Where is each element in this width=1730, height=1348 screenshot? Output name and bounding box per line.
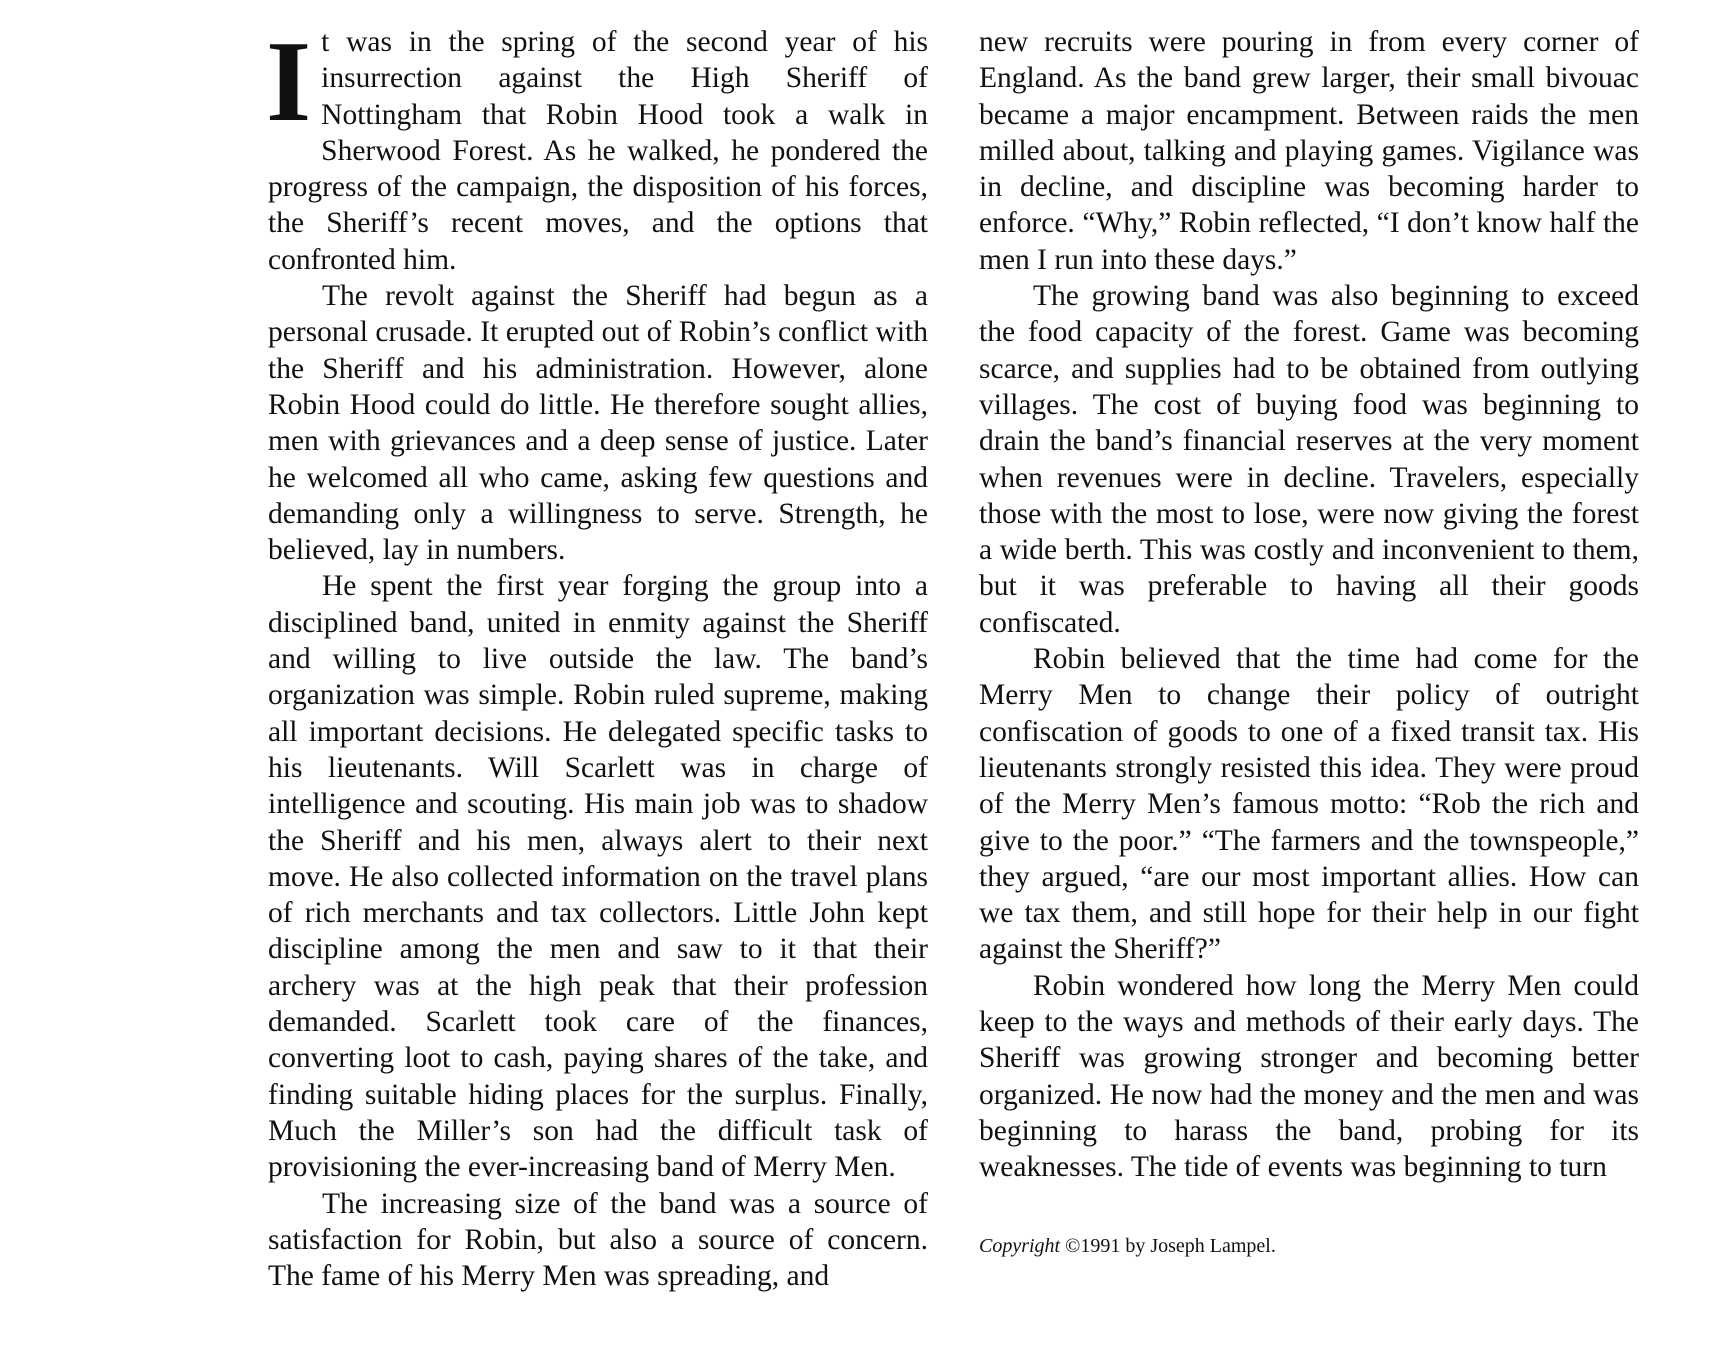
paragraph-4-continued: new recruits were pouring in from every corner of England. As the band grew larger, their small bivouac became a major encampment. Between raids the men milled about, talking and playing games. Vigilance was in decline, and discipline was becoming harder to enforce. “Why,” Robin reflected, “I don’t know half the men I run into these days.”: [979, 26, 1639, 276]
paragraph-4: The increasing size of the band was a source of satisfaction for Robin, but also a source of concern. The fame of his Merry Men was spreading, and: [268, 1187, 928, 1293]
paragraph-2: The revolt against the Sheriff had begun as a personal crusade. It erupted out of Robin’s conflict with the Sheriff and his administration. However, alone Robin Hood could do little. He therefore sought allies, men with grievances and a deep sense of justice. Later he welcomed all who came, asking few questions and demanding only a willingness to serve. Strength, he believed, lay in numbers.: [268, 280, 928, 567]
paragraph-1-text: t was in the spring of the second year of his insurrection against the High Sheriff of Nottingham that Robin Hood took a walk in Sherwood Forest. As he walked, he pondered the progress of the campaign, the disposition of his forces, the Sheriff’s recent moves, and the options that confronted him.: [268, 26, 928, 276]
left-column: [266, 18, 928, 1294]
paragraph-1: [266, 18, 928, 278]
copyright-text: ©1991 by Joseph Lampel.: [1060, 1235, 1276, 1257]
paragraph-3: He spent the first year forging the group into a disciplined band, united in enmity against the Sheriff and willing to live outside the law. The band’s organization was simple. Robin ruled supreme, making all important decisions. He delegated specific tasks to his lieutenants. Will Scarlett was in charge of intelligence and scouting. His main job was to shadow the Sheriff and his men, always alert to their next move. He also collected information on the travel plans of rich merchants and tax collectors. Little John kept discipline among the men and saw to it that their archery was at the high peak that their profession demanded. Scarlett took care of the finances, converting loot to cash, paying shares of the take, and finding suitable hiding places for the surplus. Finally, Much the Miller’s son had the difficult task of provisioning the ever-increasing band of Merry Men.: [268, 570, 928, 1184]
right-column: [979, 24, 1639, 1186]
paragraph-6: Robin believed that the time had come for the Merry Men to change their policy of outright confiscation of goods to one of a fixed transit tax. His lieutenants strongly resisted this idea. They were proud of the Merry Men’s famous motto: “Rob the rich and give to the poor.” “The farmers and the townspeople,” they argued, “are our most important allies. How can we tax them, and still hope for their help in our fight against the Sheriff?”: [979, 643, 1639, 966]
paragraph-7: Robin wondered how long the Merry Men could keep to the ways and methods of their early days. The Sheriff was growing stronger and becoming better organized. He now had the money and the men and was beginning to harass the band, probing for its weaknesses. The tide of events was beginning to turn: [979, 969, 1639, 1184]
paragraph-5: The growing band was also beginning to exceed the food capacity of the forest. Game was becoming scarce, and supplies had to be obtained from outlying villages. The cost of buying food was beginning to drain the band’s financial reserves at the very moment when revenues were in decline. Travelers, especially those with the most to lose, were now giving the forest a wide berth. This was costly and inconvenient to them, but it was preferable to having all their goods confiscated.: [979, 280, 1639, 639]
copyright-label: Copyright: [979, 1235, 1061, 1257]
copyright-notice: [979, 1234, 1276, 1258]
drop-cap: I: [266, 18, 312, 146]
